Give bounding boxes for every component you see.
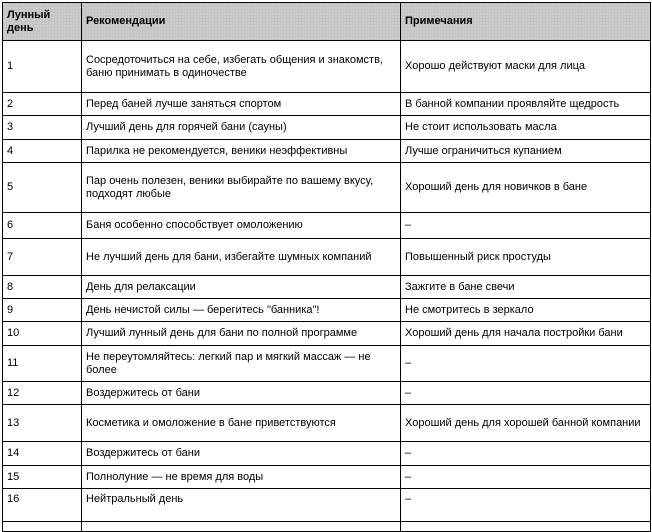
lunar-day-cell: 15 (3, 466, 82, 489)
table-header-row (3, 3, 651, 41)
recommendation-cell: День нечистой силы — берегитесь "банника"! (82, 299, 401, 322)
lunar-day-cell: 8 (3, 276, 82, 299)
lunar-bath-table (2, 2, 651, 532)
note-cell: – (401, 466, 651, 489)
empty-cell (3, 522, 82, 532)
table-row (3, 239, 651, 276)
table-row (3, 466, 651, 489)
table-row (3, 163, 651, 213)
note-cell: Хороший день для новичков в бане (401, 163, 651, 213)
table-row (3, 346, 651, 382)
header-lunar-day: Лунный день (3, 3, 82, 41)
empty-cell (401, 522, 651, 532)
table-row (3, 442, 651, 466)
note-cell: – (401, 489, 651, 522)
recommendation-cell: Воздержитесь от бани (82, 442, 401, 466)
note-cell: Повышенный риск простуды (401, 239, 651, 276)
recommendation-cell: Лучший лунный день для бани по полной программе (82, 322, 401, 346)
recommendation-cell: Воздержитесь от бани (82, 382, 401, 405)
lunar-day-cell: 9 (3, 299, 82, 322)
note-cell: – (401, 382, 651, 405)
recommendation-cell: Нейтральный день (82, 489, 401, 522)
note-cell: Зажгите в бане свечи (401, 276, 651, 299)
table-row (3, 489, 651, 522)
header-notes: Примечания (401, 3, 651, 41)
table-row (3, 276, 651, 299)
note-cell: – (401, 213, 651, 239)
note-cell: В банной компании проявляйте щедрость (401, 93, 651, 116)
lunar-day-cell: 2 (3, 93, 82, 116)
lunar-day-cell: 5 (3, 163, 82, 213)
lunar-day-cell: 11 (3, 346, 82, 382)
recommendation-cell: Сосредоточиться на себе, избегать общения и знакомств, баню принимать в одиночестве (82, 41, 401, 93)
empty-cell (82, 522, 401, 532)
recommendation-cell: Не лучший день для бани, избегайте шумных компаний (82, 239, 401, 276)
table-row (3, 382, 651, 405)
lunar-day-cell: 16 (3, 489, 82, 522)
recommendation-cell: Парилка не рекомендуется, веники неэффективны (82, 140, 401, 163)
lunar-day-cell: 10 (3, 322, 82, 346)
table-row (3, 116, 651, 140)
recommendation-cell: Перед баней лучше заняться спортом (82, 93, 401, 116)
lunar-day-cell: 12 (3, 382, 82, 405)
lunar-day-cell: 6 (3, 213, 82, 239)
lunar-day-cell: 1 (3, 41, 82, 93)
recommendation-cell: Полнолуние — не время для воды (82, 466, 401, 489)
recommendation-cell: Косметика и омоложение в бане приветствуются (82, 405, 401, 442)
table-row (3, 299, 651, 322)
table-row (3, 41, 651, 93)
recommendation-cell: Баня особенно способствует омоложению (82, 213, 401, 239)
note-cell: Хорошо действуют маски для лица (401, 41, 651, 93)
note-cell: Лучше ограничиться купанием (401, 140, 651, 163)
table-row (3, 322, 651, 346)
note-cell: – (401, 346, 651, 382)
lunar-day-cell: 3 (3, 116, 82, 140)
lunar-day-cell: 14 (3, 442, 82, 466)
note-cell: Хороший день для начала постройки бани (401, 322, 651, 346)
recommendation-cell: День для релаксации (82, 276, 401, 299)
table-row (3, 405, 651, 442)
table-row (3, 140, 651, 163)
table-row (3, 522, 651, 532)
lunar-day-cell: 4 (3, 140, 82, 163)
recommendation-cell: Пар очень полезен, веники выбирайте по вашему вкусу, подходят любые (82, 163, 401, 213)
recommendation-cell: Лучший день для горячей бани (сауны) (82, 116, 401, 140)
note-cell: – (401, 442, 651, 466)
header-recommendations: Рекомендации (82, 3, 401, 41)
lunar-day-cell: 13 (3, 405, 82, 442)
note-cell: Не стоит использовать масла (401, 116, 651, 140)
note-cell: Не смотритесь в зеркало (401, 299, 651, 322)
recommendation-cell: Не переутомляйтесь: легкий пар и мягкий массаж — не более (82, 346, 401, 382)
lunar-day-cell: 7 (3, 239, 82, 276)
table-row (3, 93, 651, 116)
table-row (3, 213, 651, 239)
note-cell: Хороший день для хорошей банной компании (401, 405, 651, 442)
